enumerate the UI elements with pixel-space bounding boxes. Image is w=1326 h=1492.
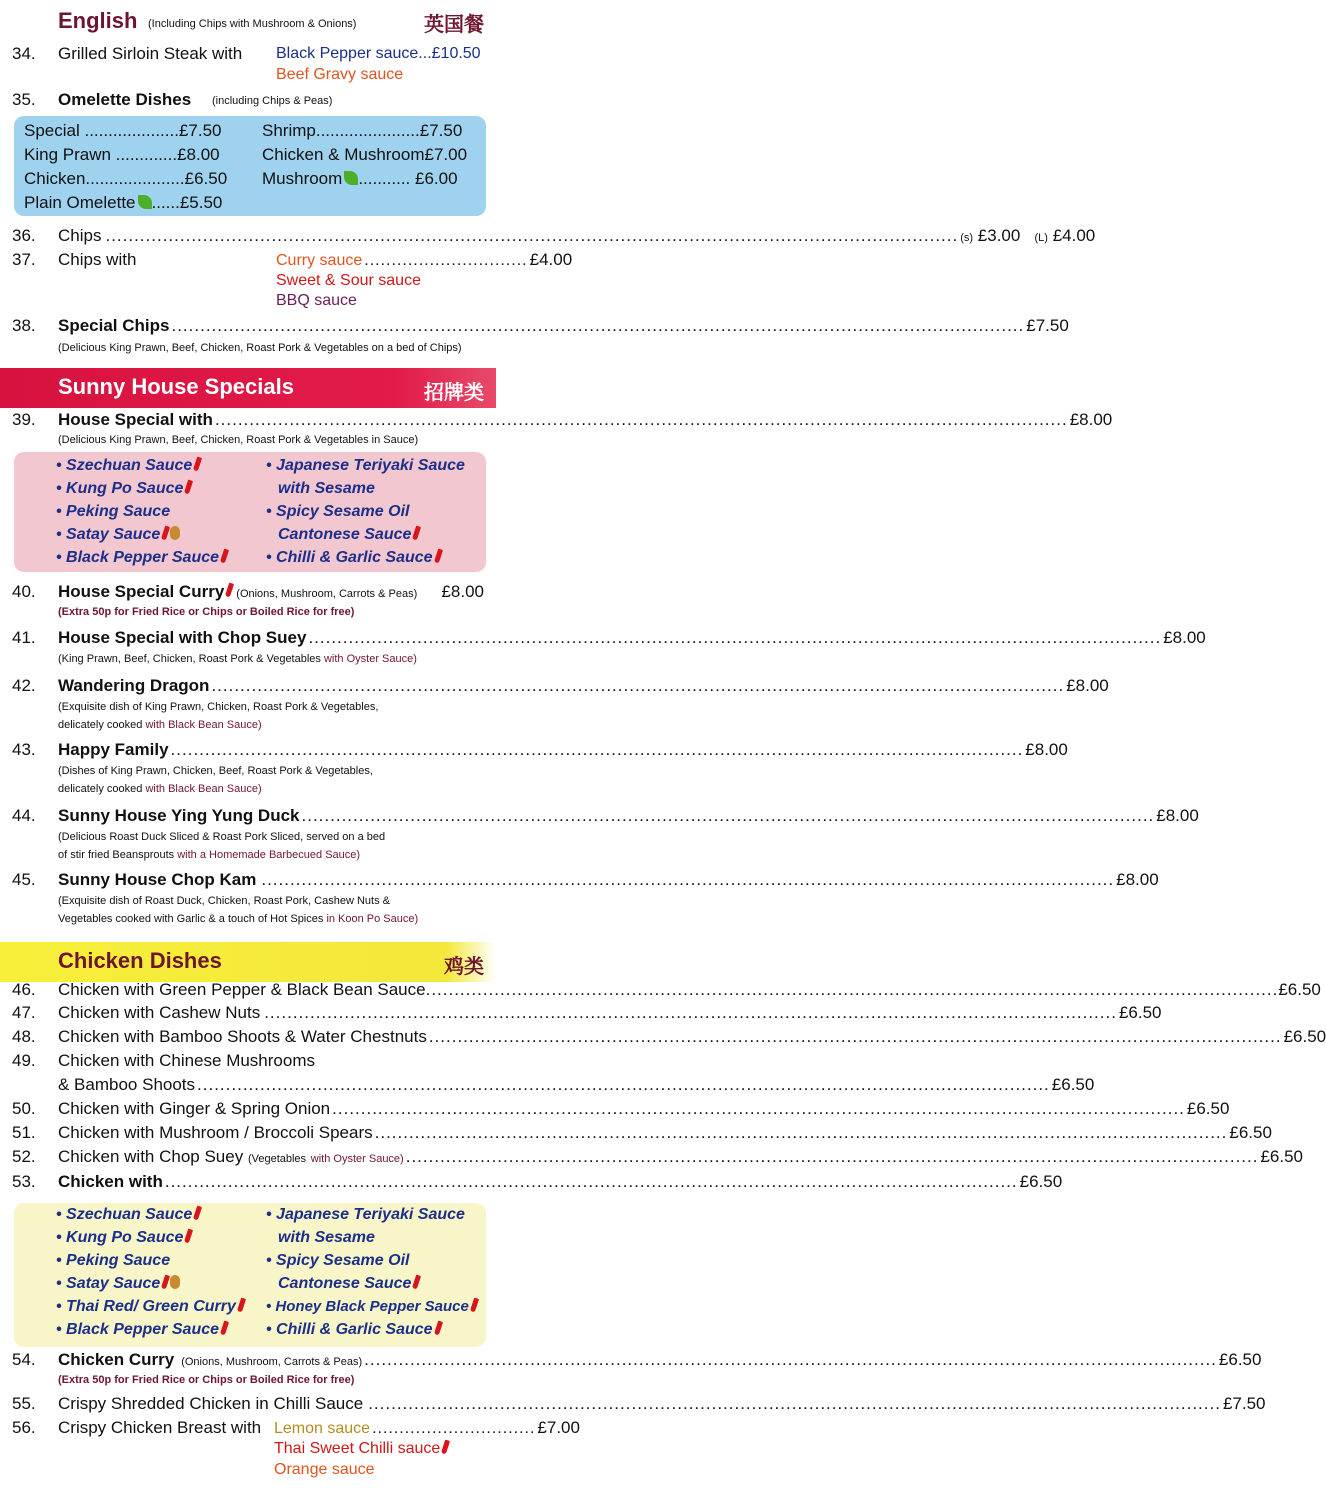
menu-item-36: 36. Chips ..... (s) £3.00 (L) £4.00 bbox=[0, 226, 496, 250]
menu-item-51: 51. Chicken with Mushroom / Broccoli Spears ..... £6.50 bbox=[0, 1123, 496, 1147]
item-name: Omelette Dishes bbox=[58, 90, 192, 109]
menu-item-42: 42. Wandering Dragon ..... £8.00 bbox=[0, 676, 496, 700]
menu-item-49-line2: & Bamboo Shoots ..... £6.50 bbox=[0, 1075, 496, 1099]
omelette-plain: Plain Omelette ......£5.50 bbox=[24, 193, 223, 212]
vegetarian-leaf-icon bbox=[138, 195, 152, 209]
omelette-shrimp: Shrimp......................£7.50 bbox=[262, 121, 463, 140]
section-title-english: English bbox=[58, 8, 138, 33]
chilli-icon bbox=[161, 1275, 170, 1290]
menu-item-56: 56. Crispy Chicken Breast with Lemon sauce .............................. £7.00 Thai Sweet Chilli sauce Orange sauce bbox=[12, 1418, 580, 1478]
menu-item-39: 39. House Special with ..... £8.00 bbox=[0, 410, 496, 434]
menu-item-50: 50. Chicken with Ginger & Spring Onion ..... £6.50 bbox=[0, 1099, 496, 1123]
menu-item-47: 47. Chicken with Cashew Nuts ..... £6.50 bbox=[0, 1003, 496, 1027]
menu-item-43: 43. Happy Family ..... £8.00 bbox=[0, 740, 496, 764]
banner-chicken bbox=[0, 942, 496, 982]
menu-item-44: 44. Sunny House Ying Yung Duck ..... £8.00 bbox=[0, 806, 496, 830]
vegetarian-leaf-icon bbox=[344, 171, 358, 185]
sauce-option: Black Pepper sauce...£10.50 bbox=[276, 45, 481, 62]
chilli-icon bbox=[225, 583, 234, 598]
section-chinese-english: 英国餐 bbox=[424, 12, 484, 36]
menu-item-37: 37. Chips with Curry sauce .............................. £4.00 Sweet & Sour sauce BBQ sauce bbox=[12, 250, 573, 309]
menu-item-49: 49. Chicken with Chinese Mushrooms bbox=[12, 1051, 315, 1070]
omelette-chicken-mushroom: Chicken & Mushroom£7.00 bbox=[262, 145, 468, 164]
omelette-king-prawn: King Prawn .............£8.00 bbox=[24, 145, 220, 164]
menu-item-34: 34. Grilled Sirloin Steak with Black Pepper sauce...£10.50 Beef Gravy sauce bbox=[12, 44, 481, 83]
menu-item-53: 53. Chicken with ..... £6.50 bbox=[0, 1172, 496, 1196]
section-chinese-specials: 招牌类 bbox=[424, 380, 484, 404]
menu-item-52: 52. Chicken with Chop Suey (Vegetables with Oyster Sauce) ..... £6.50 bbox=[0, 1147, 496, 1171]
chilli-icon bbox=[175, 1351, 179, 1364]
chilli-icon bbox=[161, 526, 170, 541]
menu-item-40: 40. House Special Curry (Onions, Mushroom, Carrots & Peas) £8.00 bbox=[12, 582, 484, 601]
item-note: (including Chips & Peas) bbox=[212, 95, 333, 107]
item-name: Grilled Sirloin Steak with bbox=[58, 44, 243, 63]
chilli-icon bbox=[441, 1440, 450, 1455]
nut-icon bbox=[170, 526, 180, 540]
menu-item-35: 35. Omelette Dishes (including Chips & Peas) bbox=[12, 90, 333, 109]
menu-item-48: 48. Chicken with Bamboo Shoots & Water Chestnuts ..... £6.50 bbox=[0, 1027, 496, 1051]
omelette-chicken: Chicken.....................£6.50 bbox=[24, 169, 228, 188]
section-chinese-chicken: 鸡类 bbox=[444, 954, 484, 978]
menu-item-54: 54. Chicken Curry (Onions, Mushroom, Carrots & Peas) ..... £6.50 bbox=[0, 1350, 496, 1374]
menu-item-46: 46. Chicken with Green Pepper & Black Bean Sauce ..... £6.50 bbox=[0, 980, 496, 1004]
menu-item-55: 55. Crispy Shredded Chicken in Chilli Sauce ..... £7.50 bbox=[0, 1394, 496, 1418]
banner-specials bbox=[0, 368, 496, 408]
menu-item-41: 41. House Special with Chop Suey ..... £8.00 bbox=[0, 628, 496, 652]
menu-item-45: 45. Sunny House Chop Kam ..... £8.00 bbox=[0, 870, 496, 894]
sauce-option: Beef Gravy sauce bbox=[276, 66, 404, 83]
omelette-mushroom: Mushroom ........... £6.00 bbox=[262, 169, 458, 188]
section-title-chicken: Chicken Dishes bbox=[58, 948, 222, 973]
nut-icon bbox=[170, 1275, 180, 1289]
item-description: (Delicious King Prawn, Beef, Chicken, Roast Pork & Vegetables on a bed of Chips) bbox=[58, 342, 462, 354]
menu-item-38: 38. Special Chips ..... £7.50 bbox=[0, 316, 496, 340]
section-title-specials: Sunny House Specials bbox=[58, 374, 294, 399]
omelette-special: Special ....................£7.50 bbox=[24, 121, 222, 140]
section-subtitle-english: (Including Chips with Mushroom & Onions) bbox=[148, 18, 357, 30]
